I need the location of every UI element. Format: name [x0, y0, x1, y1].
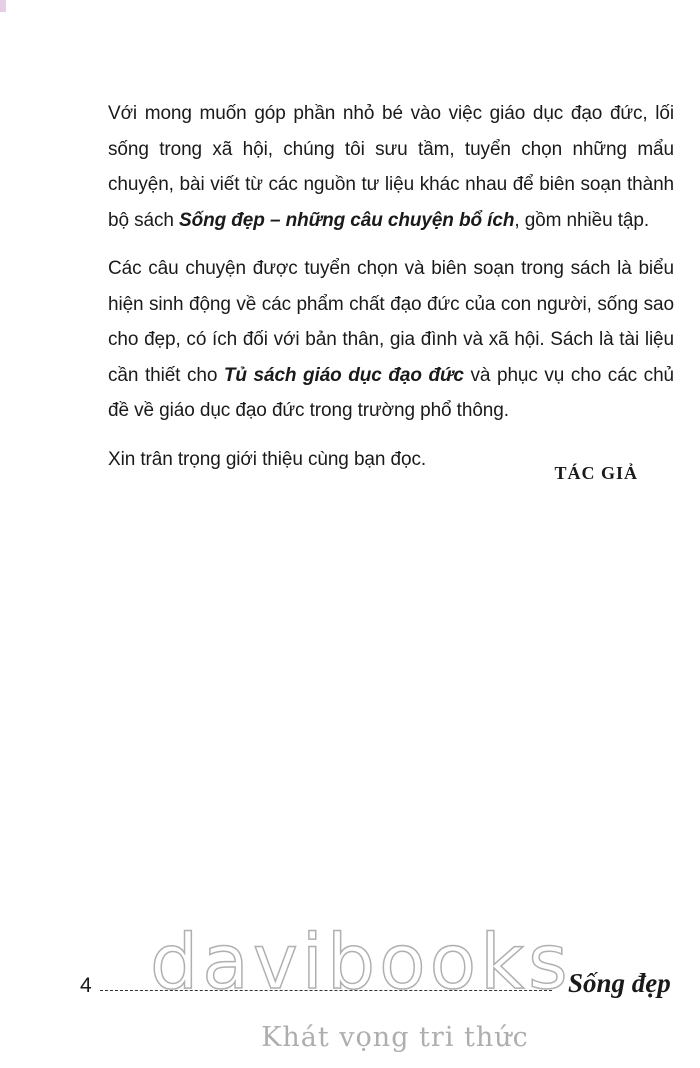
paragraph-3-text: Xin trân trọng giới thiệu cùng bạn đọc.: [108, 448, 427, 470]
running-title: Sống đẹp: [568, 968, 671, 998]
paragraph-1-text-a: Với mong muốn góp phần nhỏ bé vào việc giáo dục đạo đức, lối sống trong xã hội, chúng tôi sưu tầm, tuyển chọn những mẩu chuyện, bài viết từ các nguồn tư liệu khác nhau để biên soạn thành bộ sách: [108, 103, 674, 231]
paragraph-1: [108, 96, 674, 238]
watermark: [150, 917, 572, 1053]
author-signature: TÁC GIẢ: [554, 463, 638, 483]
corner-mark: [0, 0, 6, 12]
bookshelf-emphasis: Tủ sách giáo dục đạo đức: [223, 364, 464, 386]
watermark-brand: davibooks: [150, 917, 572, 1006]
paragraph-2-text-b: và phục vụ cho các chủ đề về giáo dục đạo đức trong trường phổ thông.: [108, 364, 674, 421]
preface-body: [108, 96, 674, 490]
paragraph-1-text-b: , gồm nhiều tập.: [514, 209, 650, 231]
page-number: 4: [80, 974, 92, 997]
footer-dashed-rule: [100, 990, 552, 991]
paragraph-2-text-a: Các câu chuyện được tuyển chọn và biên soạn trong sách là biểu hiện sinh động về các phẩm chất đạo đức của con người, sống sao cho đẹp, có ích đối với bản thân, gia đình và xã hội. Sách là tài liệu cần thiết cho: [108, 258, 674, 386]
paragraph-2: [108, 251, 674, 429]
watermark-tagline: Khát vọng tri thức: [261, 1022, 529, 1053]
book-title-emphasis: Sống đẹp – những câu chuyện bổ ích: [179, 209, 515, 231]
